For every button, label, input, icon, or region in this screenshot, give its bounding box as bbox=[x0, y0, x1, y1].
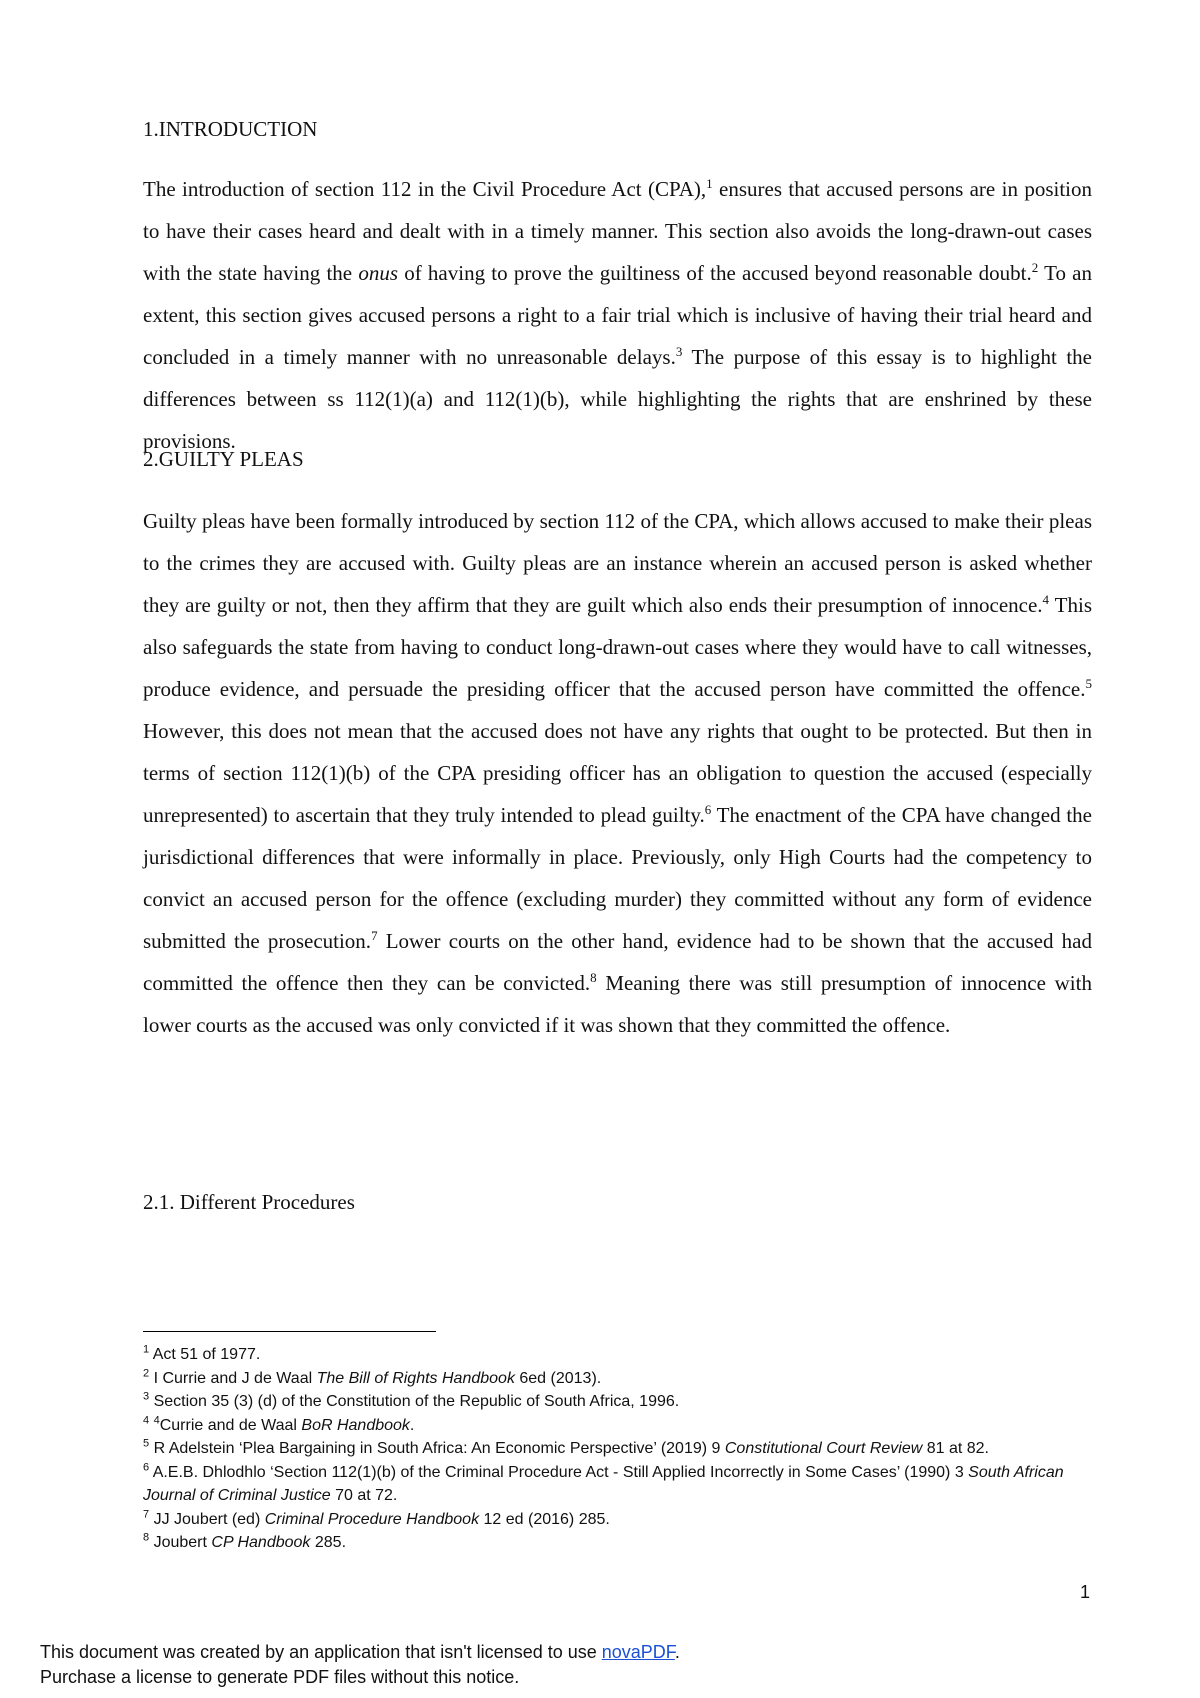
footnote-ref-2[interactable]: 2 bbox=[1031, 260, 1039, 275]
footnote-8: $^8$ Joubert CP Handbook 285. bbox=[143, 1531, 347, 1551]
guilty-text: Meaning there was still presumption of innocence with lower courts as the accused was only convicted if it was shown that they committed the offence. bbox=[143, 971, 1092, 1037]
guilty-text: Guilty pleas have been formally introduced by section 112 of the CPA, which allows accused to make their pleas to the crimes they are accused with. Guilty pleas are an instance wherein an accused person is asked whether they are guilty or not, then they affirm that they are guilt which also ends their presumption of innocence. bbox=[143, 509, 1092, 617]
footnote-6: $^6$ A.E.B. Dhlodhlo ‘Section 112(1)(b) of the Criminal Procedure Act - Still Applied Incorrectly in Some Cases’ (1990) 3 South African Journal of Criminal Justice 70 at 72. bbox=[143, 1461, 1064, 1504]
heading-different-procedures: 2.1. Different Procedures bbox=[143, 1190, 355, 1214]
footnote-ref-6[interactable]: 6 bbox=[704, 802, 712, 817]
footnote-1: $^1$ Act 51 of 1977. bbox=[143, 1343, 261, 1363]
footnote-4: $^4$ $^4$Currie and de Waal BoR Handbook. bbox=[143, 1414, 415, 1434]
footnote-separator bbox=[143, 1331, 436, 1332]
footnotes bbox=[143, 1343, 1098, 1555]
paragraph-guilty-pleas bbox=[143, 500, 1092, 1046]
notice-line-2: Purchase a license to generate PDF files without this notice. bbox=[40, 1667, 520, 1687]
intro-text: The introduction of section 112 in the Civil Procedure Act (CPA), bbox=[143, 177, 707, 201]
footnote-3: $^3$ Section 35 (3) (d) of the Constitution of the Republic of South Africa, 1996. bbox=[143, 1390, 680, 1410]
intro-text: ensures that accused persons are in position to have their cases heard and dealt with in a timely manner. This section also avoids the long-drawn-out cases with the state having the bbox=[143, 177, 1092, 285]
intro-text: The purpose of this essay is to highlight the differences between ss 112(1)(a) and 112(1)(b), while highlighting the rights that are enshrined by these provisions. bbox=[143, 345, 1092, 453]
license-notice bbox=[40, 1640, 680, 1690]
footnote-ref-1[interactable]: 1 bbox=[706, 176, 713, 191]
paragraph-introduction bbox=[143, 168, 1092, 462]
guilty-text: The enactment of the CPA have changed the jurisdictional differences that were informally in place. Previously, only High Courts had the competency to convict an accused person for the offence (excluding murder) they committed without any form of evidence submitted the prosecution. bbox=[143, 803, 1092, 953]
guilty-text: However, this does not mean that the accused does not have any rights that ought to be protected. But then in terms of section 112(1)(b) of the CPA presiding officer has an obligation to question the accused (especially unrepresented) to ascertain that they truly intended to plead guilty. bbox=[143, 719, 1092, 827]
footnote-ref-8[interactable]: 8 bbox=[590, 970, 597, 985]
intro-text: of having to prove the guiltiness of the accused beyond reasonable doubt. bbox=[398, 261, 1032, 285]
footnote-ref-4[interactable]: 4 bbox=[1042, 592, 1050, 607]
footnote-5: $^5$ R Adelstein ‘Plea Bargaining in South Africa: An Economic Perspective’ (2019) 9 Constitutional Court Review 81 at 82. bbox=[143, 1437, 989, 1457]
footnote-2: $^2$ I Currie and J de Waal The Bill of Rights Handbook 6ed (2013). bbox=[143, 1367, 602, 1387]
guilty-text: This also safeguards the state from having to conduct long-drawn-out cases where they would have to call witnesses, produce evidence, and persuade the presiding officer that the accused person have committed the offence. bbox=[143, 593, 1092, 701]
heading-guilty-pleas: 2.GUILTY PLEAS bbox=[143, 447, 304, 471]
footnote-ref-3[interactable]: 3 bbox=[675, 344, 683, 359]
footnote-7: $^7$ JJ Joubert (ed) Criminal Procedure Handbook 12 ed (2016) 285. bbox=[143, 1508, 610, 1528]
page-number: 1 bbox=[1079, 1582, 1090, 1602]
heading-introduction: 1.INTRODUCTION bbox=[143, 117, 318, 141]
footnote-ref-7[interactable]: 7 bbox=[371, 928, 378, 943]
intro-text: To an extent, this section gives accused persons a right to a fair trial which is inclusive of having their trial heard and concluded in a timely manner with no unreasonable delays. bbox=[143, 261, 1092, 369]
guilty-text: Lower courts on the other hand, evidence had to be shown that the accused had committed the offence then they can be convicted. bbox=[143, 929, 1092, 995]
footnote-ref-5[interactable]: 5 bbox=[1085, 676, 1092, 691]
novapdf-link[interactable]: novaPDF bbox=[601, 1642, 675, 1662]
notice-line-1: This document was created by an application that isn't licensed to use novaPDF. bbox=[40, 1642, 680, 1662]
intro-emphasis: onus bbox=[358, 261, 399, 285]
